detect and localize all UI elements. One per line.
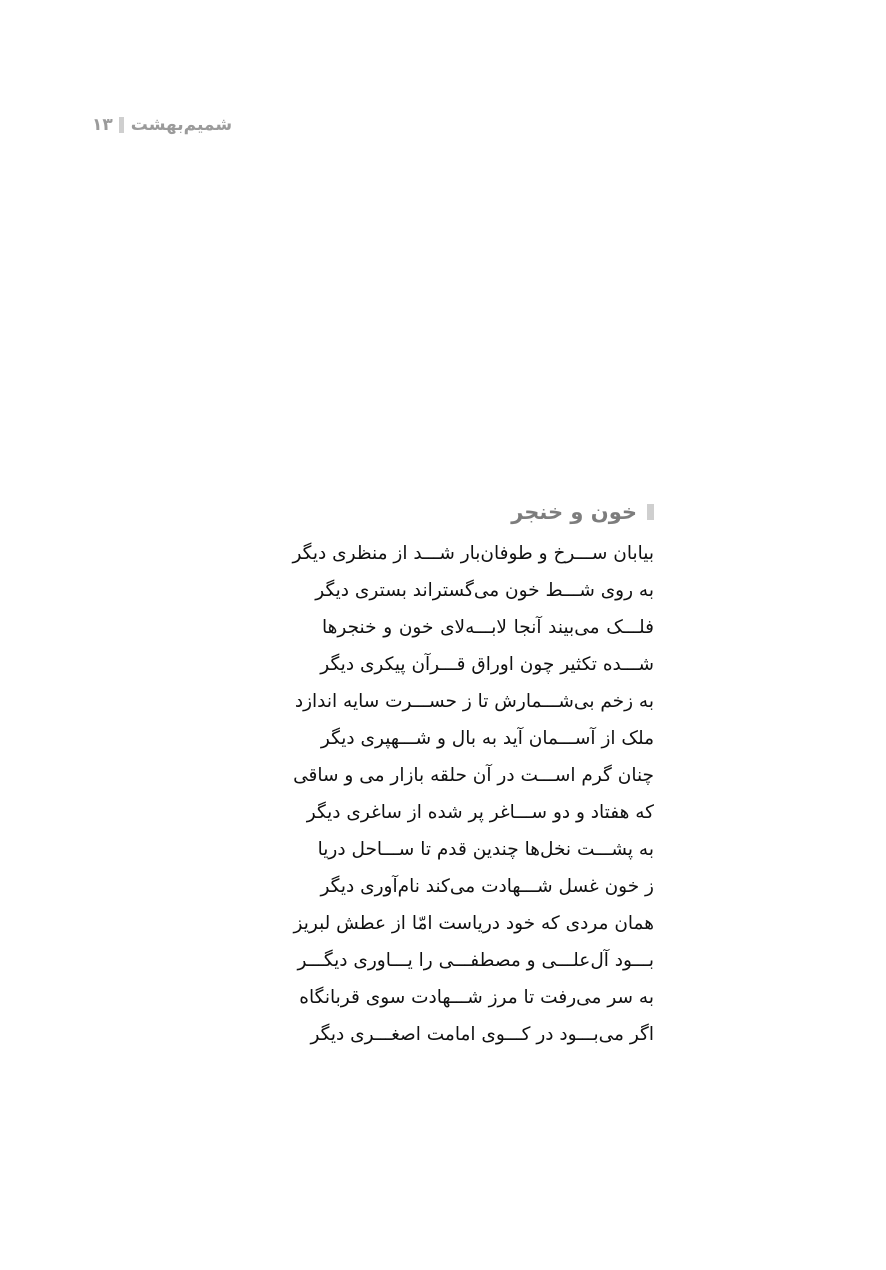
poem-line: همان مردی که خود دریاست امّا از عطش لبریز xyxy=(293,913,654,934)
poem-title: خون و خنجر xyxy=(511,500,637,524)
poem-line: فلـــک می‌بیند آنجا لابـــه‌لای خون و خنجرها xyxy=(322,617,654,638)
poem-line: اگر می‌بـــود در کـــوی امامت اصغـــری دیگر xyxy=(310,1024,654,1045)
poem-line: بـــود آل‌علـــی و مصطفـــی را یـــاوری دیگـــر xyxy=(297,950,654,971)
poem-line: چنان گرم اســـت در آن حلقه بازار می و ساقی xyxy=(293,765,654,786)
poem-line: ملک از آســـمان آید به بال و شـــهپری دیگر xyxy=(320,728,654,749)
page-number: ۱۳ xyxy=(92,115,113,135)
book-title: شمیم‌بهشت xyxy=(130,115,233,135)
poem-line: به سر می‌رفت تا مرز شـــهادت سوی قربانگاه xyxy=(299,987,654,1008)
poem-line: بیابان ســـرخ و طوفان‌بار شـــد از منظری دیگر xyxy=(292,543,654,564)
poem-heading xyxy=(322,497,654,527)
poem-line: ز خون غسل شـــهادت می‌کند نام‌آوری دیگر xyxy=(320,876,654,897)
poem-line: به پشـــت نخل‌ها چندین قدم تا ســـاحل دریا xyxy=(317,839,654,860)
poem-lines xyxy=(292,535,654,1053)
header-separator-bar xyxy=(119,117,124,133)
poem-line: به زخم بی‌شـــمارش تا ز حســـرت سایه اندازد xyxy=(294,691,654,712)
poem-block xyxy=(292,497,654,1053)
heading-marker-icon xyxy=(647,504,654,520)
poem-line: که هفتاد و دو ســـاغر پر شده از ساغری دیگر xyxy=(306,802,654,823)
poem-line: به روی شـــط خون می‌گستراند بستری دیگر xyxy=(315,580,654,601)
poem-line: شـــده تکثیر چون اوراق قـــرآن پیکری دیگر xyxy=(320,654,654,675)
running-header xyxy=(92,112,232,138)
